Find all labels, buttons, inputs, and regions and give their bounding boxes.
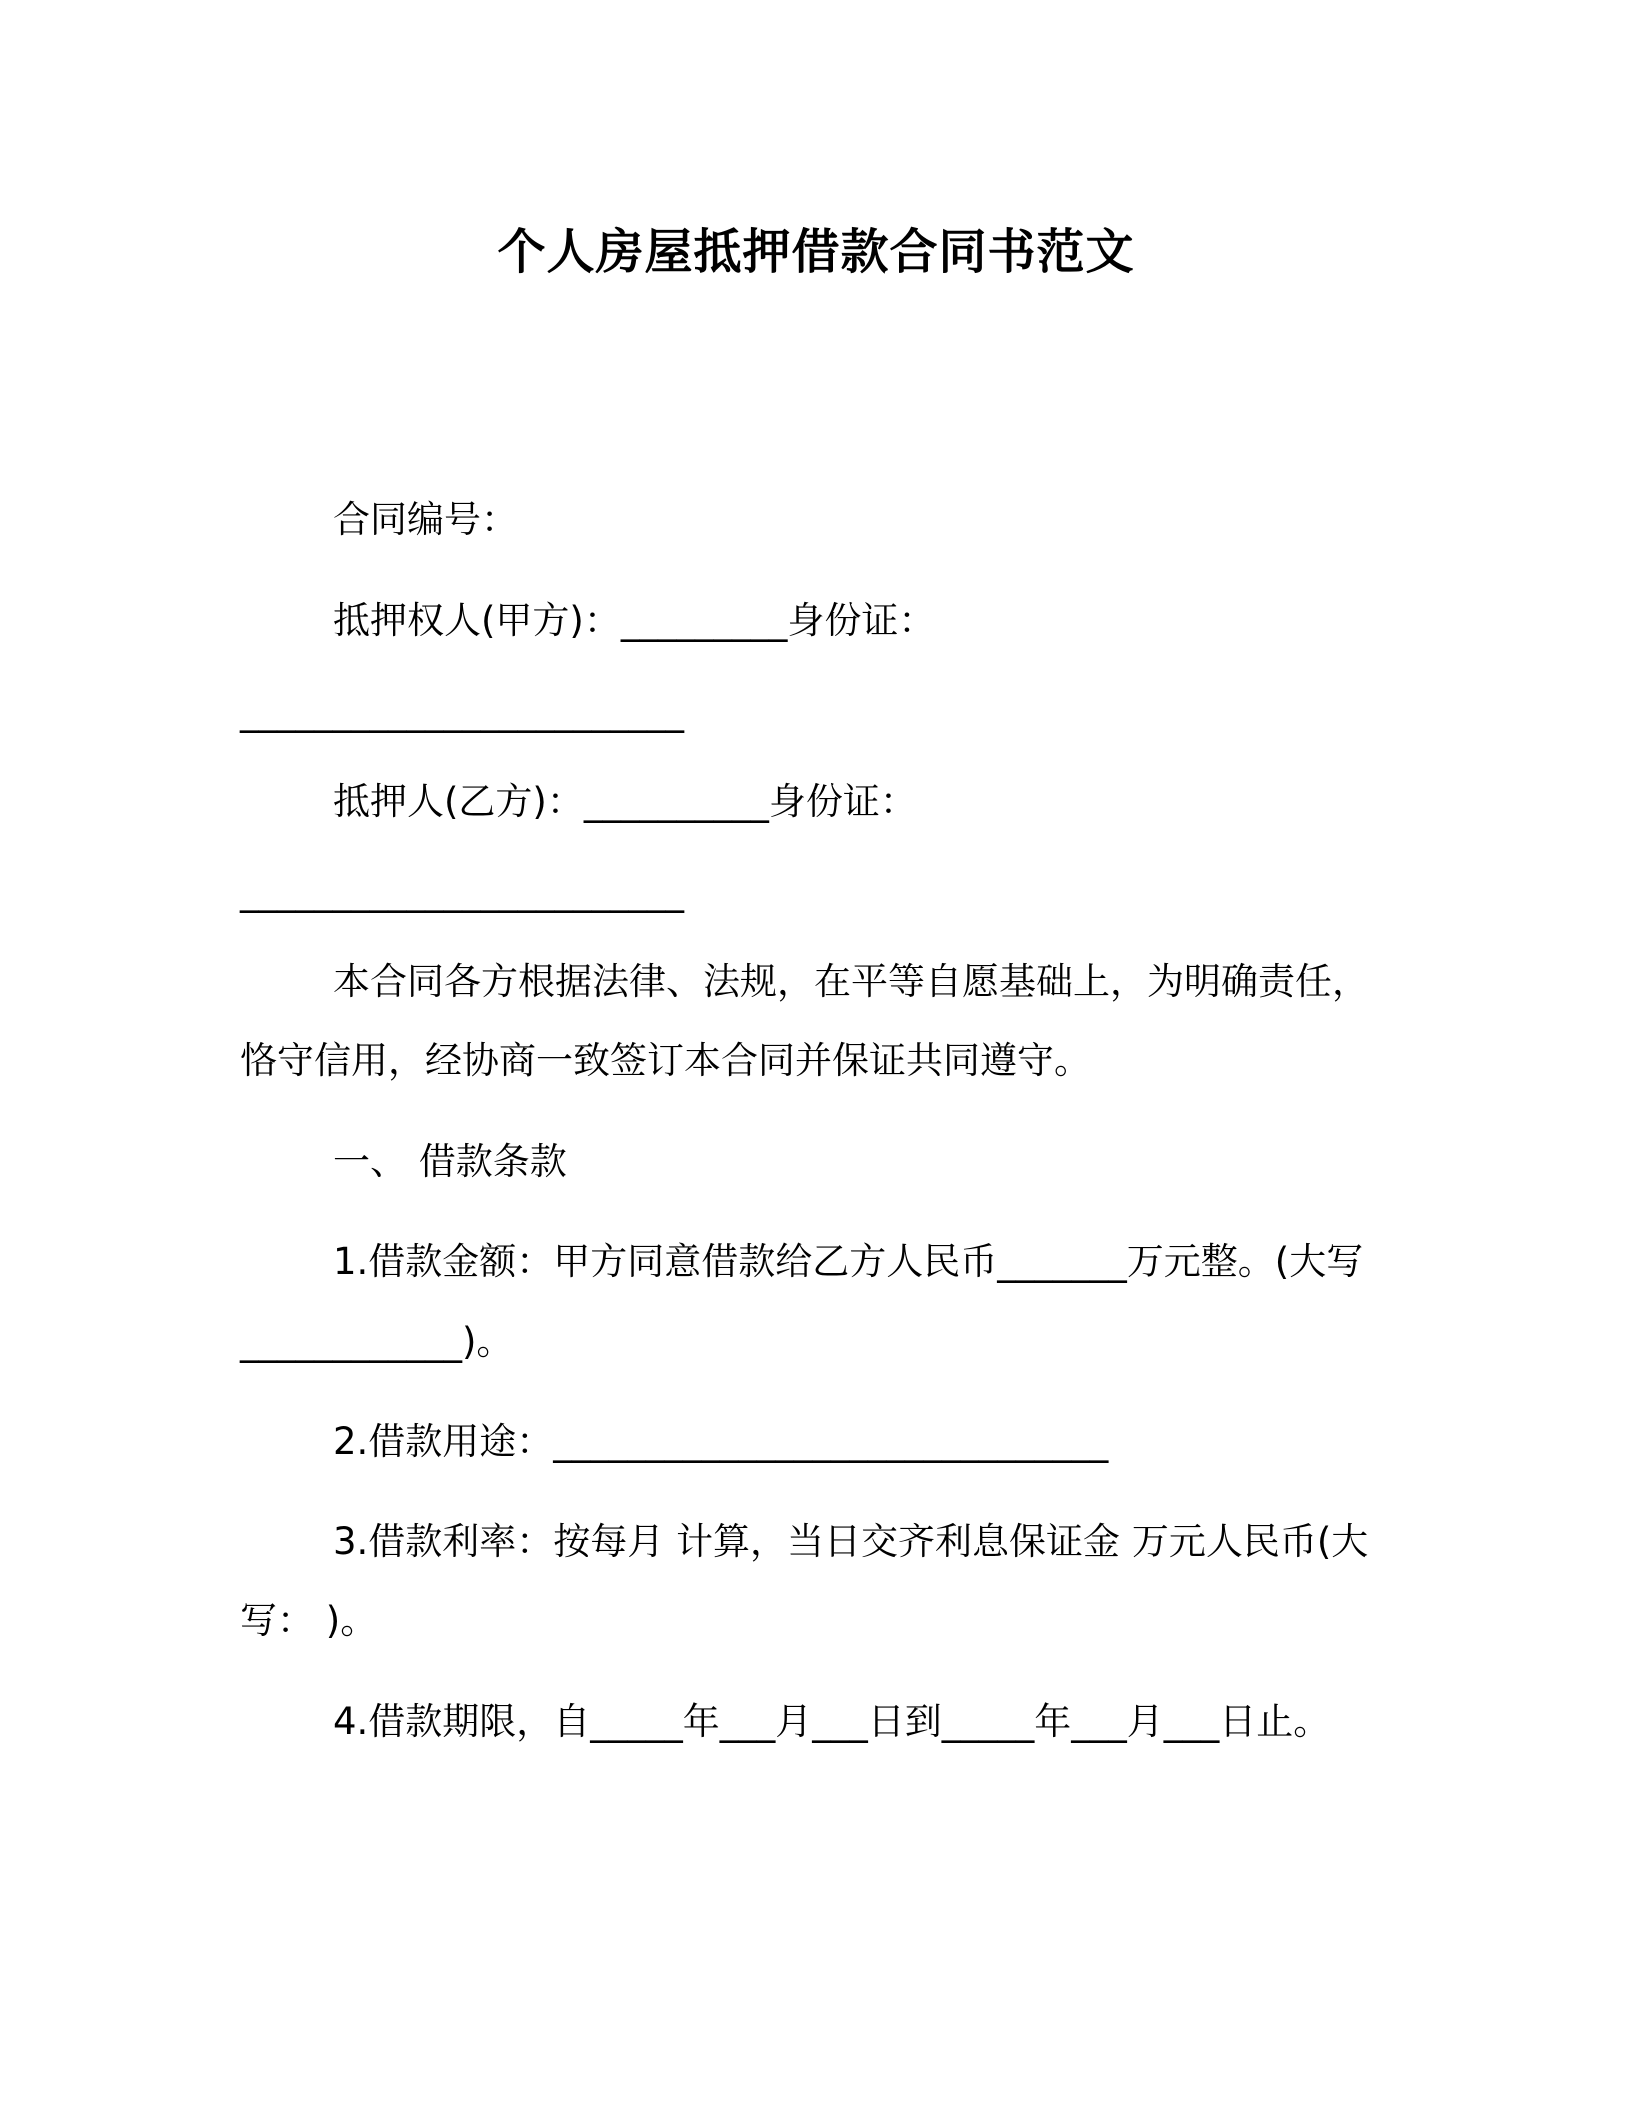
loan-term-line: 4.借款期限，自_____年___月___日到_____年___月___日止。 <box>333 1700 1331 1743</box>
mortgagee-line: 抵押权人(甲方)：_________身份证： <box>333 599 936 642</box>
mortgagor-line: 抵押人(乙方)：__________身份证： <box>333 780 917 823</box>
loan-rate-line-1: 3.借款利率：按每月 计算，当日交齐利息保证金 万元人民币(大 <box>333 1520 1369 1563</box>
mortgagee-id-blank: ________________________ <box>240 690 684 733</box>
loan-rate-line-2: 写： )。 <box>240 1599 378 1642</box>
mortgagor-id-blank: ________________________ <box>240 870 684 913</box>
contract-number-line: 合同编号： <box>333 498 518 541</box>
document-title: 个人房屋抵押借款合同书范文 <box>497 224 1135 280</box>
loan-amount-line-2: ____________)。 <box>240 1320 514 1363</box>
loan-amount-line-1: 1.借款金额：甲方同意借款给乙方人民币_______万元整。(大写 <box>333 1240 1364 1283</box>
loan-purpose-line: 2.借款用途：______________________________ <box>333 1420 1109 1463</box>
preamble-line-2: 恪守信用，经协商一致签订本合同并保证共同遵守。 <box>240 1039 1091 1082</box>
section-heading-loan-terms: 一、 借款条款 <box>333 1140 567 1183</box>
preamble-line-1: 本合同各方根据法律、法规，在平等自愿基础上，为明确责任， <box>333 960 1369 1003</box>
